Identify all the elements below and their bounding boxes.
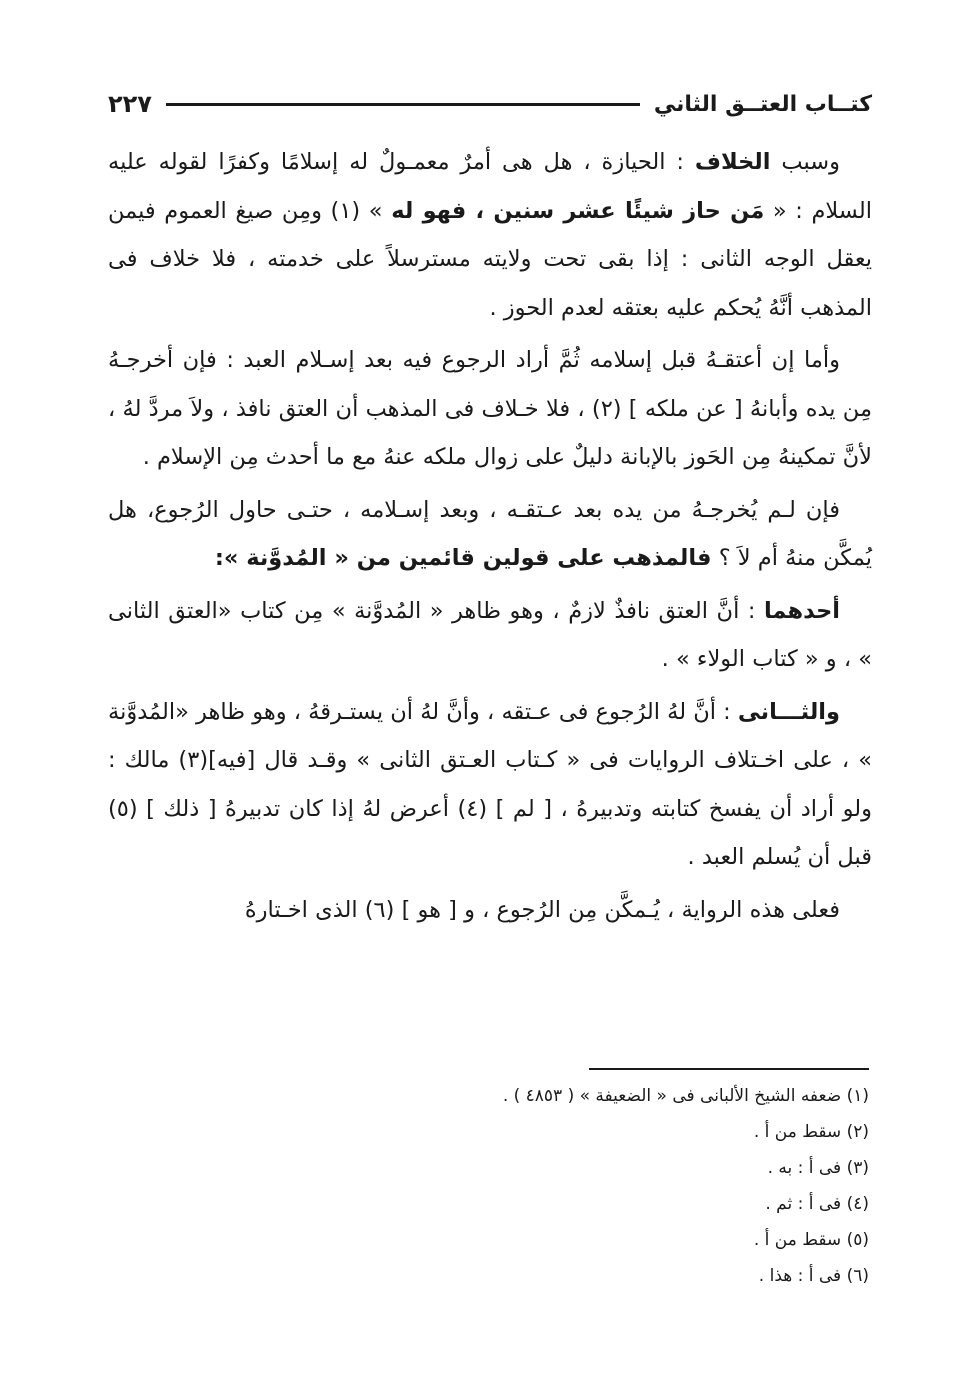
paragraph (108, 886, 872, 935)
footnote-item: (٦) فى أ : هذا . (758, 1266, 869, 1286)
text-run: وسبب (770, 149, 840, 175)
text-run: : الحيازة ، هل هى أمرٌ معمـولٌ له إسلامًا وكفرًا لقوله عليه السلام : « (108, 149, 872, 224)
footnote-item: (٣) فى أ : به . (767, 1158, 869, 1178)
paragraph (108, 336, 872, 482)
chapter-title: كتــاب العتــق الثاني (653, 91, 872, 117)
paragraph (108, 138, 872, 332)
running-header (108, 84, 872, 124)
footnote-separator (589, 1068, 869, 1070)
text-run: : أنَّ لهُ الرُجوع فى عـتقه ، وأنَّ لهُ أن يستـرقهُ ، وهو ظاهر «المُدوَّنة » ، على اخـتلاف الروايات فى « كـتاب العـتق الثانى » وقـد قال [فيه](٣) مالك : ولو أراد أن يفسخ كتابته وتدبيرهُ ، [ لم ] (٤) أعرض لهُ إذا كان تدبيرهُ [ ذلك ] (٥) قبل أن يُسلم العبد . (108, 698, 872, 870)
text-run: : أنَّ العتق نافذٌ لازمٌ ، وهو ظاهر « المُدوَّنة » مِن كتاب «العتق الثانى » ، و « كتاب الولاء » . (108, 597, 872, 672)
paragraph (108, 587, 872, 684)
bold-text-run: والثـــانى (737, 698, 840, 725)
bold-text-run: أحدهما (763, 597, 840, 624)
footnote-item: (١) ضعفه الشيخ الألبانى فى « الضعيفة » ( ٤٨٥٣ ) . (502, 1086, 869, 1106)
footnote-item: (٥) سقط من أ . (753, 1230, 869, 1250)
page-number: ٢٢٧ (108, 90, 152, 118)
bold-text-run: فالمذهب على قولين قائمين من « المُدوَّنة »: (214, 545, 712, 571)
footnote-item: (٤) فى أ : ثم . (765, 1194, 869, 1214)
text-run: وأما إن أعتقـهُ قبل إسلامه ثُمَّ أراد الرجوع فيه بعد إسـلام العبد : فإن أخرجـهُ مِن يده وأبانهُ [ عن ملكه ] (٢) ، فلا خـلاف فى المذهب أن العتق نافذ ، ولاَ مردَّ لهُ ، لأنَّ تمكينهُ مِن الحَوز بالإبانة دليلٌ على زوال ملكه عنهُ مع ما أحدث مِن الإسلام . (108, 347, 872, 470)
paragraph (108, 486, 872, 583)
footnotes (169, 1078, 869, 1294)
main-text (108, 138, 872, 938)
text-run: فعلى هذه الرواية ، يُـمكَّن مِن الرُجوع ، و [ هو ] (٦) الذى اخـتارهُ (244, 896, 840, 923)
text-run: » (١) ومِن صيغ العموم فيمن يعقل الوجه الثانى : إذا بقى تحت ولايته مسترسلاً على خدمته ، فلا خلاف فى المذهب أنَّهُ يُحكم عليه بعتقه لعدم الحوز . (108, 197, 872, 321)
bold-text-run: مَن حاز شيئًا عشر سنين ، فهو له (391, 197, 765, 224)
bold-text-run: الخلاف (694, 149, 771, 175)
footnote-item: (٢) سقط من أ . (753, 1122, 869, 1142)
header-rule (166, 103, 640, 106)
text-run: فإن لـم يُخرجـهُ من يده بعد عـتقـه ، وبعد إسـلامه ، حتـى حاول الرُجوع، هل يُمكَّن منهُ أم لاَ ؟ (108, 496, 872, 571)
paragraph (108, 688, 872, 882)
